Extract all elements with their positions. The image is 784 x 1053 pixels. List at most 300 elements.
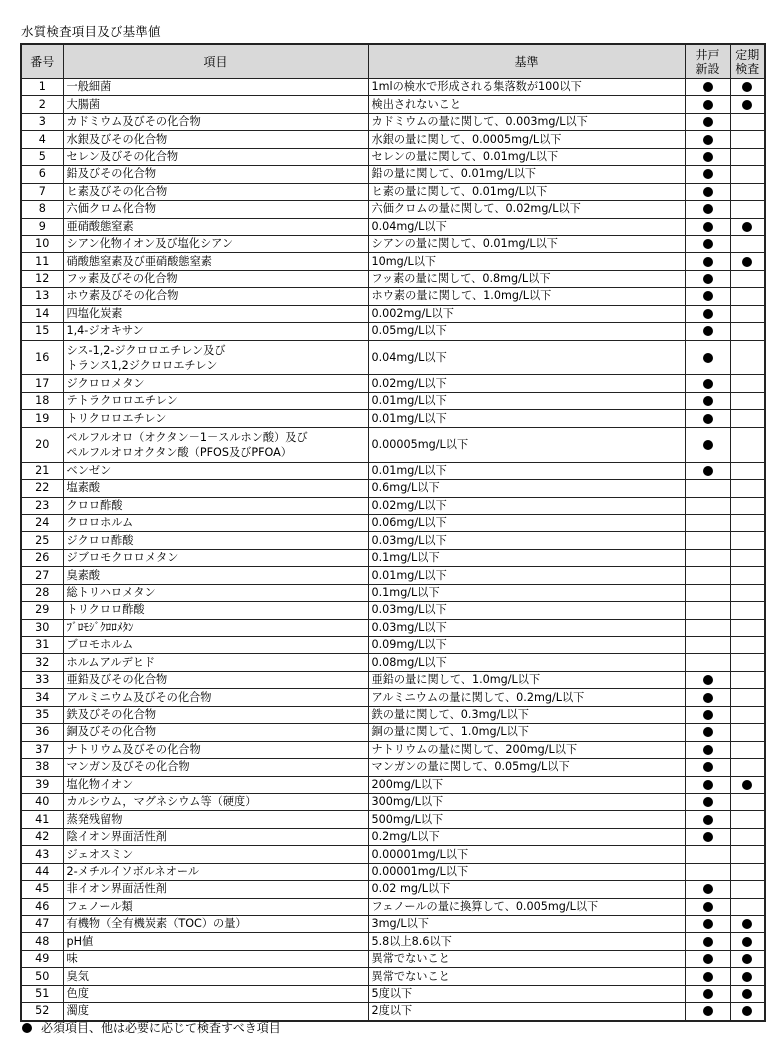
row-number: 14: [21, 305, 63, 322]
row-number: 26: [21, 549, 63, 566]
row-item: [63, 549, 368, 566]
table-row: [21, 811, 765, 828]
row-item-text: 塩素酸: [66, 481, 101, 495]
table-row: [21, 201, 765, 218]
row-periodic-mark: [730, 846, 765, 863]
row-standard: カドミウムの量に関して、0.003mg/L以下: [368, 113, 685, 130]
table-row: [21, 462, 765, 479]
required-mark-icon: [703, 815, 713, 825]
row-periodic-mark: [730, 410, 765, 427]
row-item-text: ナトリウム及びその化合物: [66, 742, 201, 756]
row-well-new-mark: [685, 916, 730, 933]
row-periodic-mark: [730, 96, 765, 113]
row-item-text: 六価クロム化合物: [66, 202, 157, 216]
row-standard: 0.01mg/L以下: [368, 567, 685, 584]
row-periodic-mark: [730, 985, 765, 1002]
row-well-new-mark: [685, 637, 730, 654]
row-periodic-mark: [730, 724, 765, 741]
row-number: 2: [21, 96, 63, 113]
row-standard: 0.02 mg/L以下: [368, 881, 685, 898]
row-standard: 亜鉛の量に関して、1.0mg/L以下: [368, 671, 685, 688]
required-mark-icon: [703, 379, 713, 389]
header-periodic: [730, 44, 765, 79]
row-number: 52: [21, 1003, 63, 1021]
row-number: 51: [21, 985, 63, 1002]
row-number: 21: [21, 462, 63, 479]
table-row: [21, 323, 765, 340]
required-mark-icon: [742, 82, 752, 92]
required-mark-icon: [703, 187, 713, 197]
row-periodic-mark: [730, 375, 765, 392]
row-number: 35: [21, 706, 63, 723]
row-well-new-mark: [685, 724, 730, 741]
row-standard: 1mlの検水で形成される集落数が100以下: [368, 79, 685, 96]
row-periodic-mark: [730, 288, 765, 305]
row-item-text: 水銀及びその化合物: [66, 132, 168, 146]
row-standard: 検出されないこと: [368, 96, 685, 113]
row-number: 6: [21, 166, 63, 183]
row-item-text: カルシウム，マグネシウム等（硬度）: [66, 795, 257, 809]
required-mark-icon: [703, 745, 713, 755]
row-standard: 0.01mg/L以下: [368, 410, 685, 427]
row-item-text: 2-メチルイソボルネオール: [66, 864, 200, 878]
row-periodic-mark: [730, 113, 765, 130]
required-mark-icon: [742, 100, 752, 110]
row-standard: 0.03mg/L以下: [368, 619, 685, 636]
row-well-new-mark: [685, 427, 730, 462]
row-standard: 200mg/L以下: [368, 776, 685, 793]
row-item-text: トリクロロエチレン: [66, 411, 167, 425]
row-item-text: 亜硝酸態窒素: [66, 219, 134, 233]
row-periodic-mark: [730, 567, 765, 584]
row-item: [63, 427, 368, 462]
row-number: 24: [21, 514, 63, 531]
row-item-text: 総トリハロメタン: [66, 585, 156, 599]
required-mark-icon: [703, 884, 713, 894]
row-number: 36: [21, 724, 63, 741]
row-item: [63, 392, 368, 409]
row-well-new-mark: [685, 985, 730, 1002]
row-standard: 0.02mg/L以下: [368, 375, 685, 392]
row-item-text-line2: トランス1,2ジクロロエチレン: [66, 358, 218, 372]
row-number: 47: [21, 916, 63, 933]
row-standard: 0.05mg/L以下: [368, 323, 685, 340]
row-standard: フェノールの量に換算して、0.005mg/L以下: [368, 898, 685, 915]
row-number: 15: [21, 323, 63, 340]
row-well-new-mark: [685, 183, 730, 200]
row-well-new-mark: [685, 79, 730, 96]
required-mark-icon: [703, 989, 713, 999]
row-item: [63, 201, 368, 218]
row-item: [63, 776, 368, 793]
row-number: 40: [21, 793, 63, 810]
row-standard: 0.6mg/L以下: [368, 480, 685, 497]
row-standard: 0.00005mg/L以下: [368, 427, 685, 462]
row-standard: 鉛の量に関して、0.01mg/L以下: [368, 166, 685, 183]
row-periodic-mark: [730, 340, 765, 375]
row-periodic-mark: [730, 79, 765, 96]
row-standard: 3mg/L以下: [368, 916, 685, 933]
row-periodic-mark: [730, 218, 765, 235]
required-mark-icon: [703, 100, 713, 110]
row-item-text: 硝酸態窒素及び亜硝酸態窒素: [66, 254, 212, 268]
row-item-text: 四塩化炭素: [66, 306, 123, 320]
required-mark-icon: [742, 222, 752, 232]
row-item: [63, 131, 368, 148]
row-well-new-mark: [685, 218, 730, 235]
row-standard: 0.00001mg/L以下: [368, 846, 685, 863]
required-mark-icon: [703, 239, 713, 249]
row-periodic-mark: [730, 497, 765, 514]
required-mark-icon: [703, 309, 713, 319]
row-standard: 0.03mg/L以下: [368, 532, 685, 549]
required-mark-icon: [742, 954, 752, 964]
required-mark-icon: [703, 466, 713, 476]
required-mark-icon: [703, 274, 713, 284]
row-item-text: 味: [66, 952, 78, 966]
row-well-new-mark: [685, 532, 730, 549]
row-number: 20: [21, 427, 63, 462]
row-item: [63, 759, 368, 776]
table-row: [21, 741, 765, 758]
table-row: [21, 166, 765, 183]
row-standard: ヒ素の量に関して、0.01mg/L以下: [368, 183, 685, 200]
row-item: [63, 148, 368, 165]
row-periodic-mark: [730, 166, 765, 183]
required-mark-icon: [22, 1023, 32, 1033]
footnote-text: 必須項目、他は必要に応じて検査すべき項目: [41, 1021, 281, 1035]
table-row: [21, 410, 765, 427]
row-number: 33: [21, 671, 63, 688]
row-standard: 0.06mg/L以下: [368, 514, 685, 531]
page-title: 水質検査項目及び基準値: [21, 24, 161, 39]
row-well-new-mark: [685, 323, 730, 340]
row-number: 28: [21, 584, 63, 601]
row-well-new-mark: [685, 619, 730, 636]
row-well-new-mark: [685, 96, 730, 113]
row-periodic-mark: [730, 671, 765, 688]
table-row: [21, 933, 765, 950]
row-periodic-mark: [730, 532, 765, 549]
table-row: [21, 427, 765, 462]
table-row: [21, 1003, 765, 1021]
row-periodic-mark: [730, 793, 765, 810]
row-item: [63, 724, 368, 741]
row-well-new-mark: [685, 654, 730, 671]
row-well-new-mark: [685, 392, 730, 409]
required-mark-icon: [703, 257, 713, 267]
row-periodic-mark: [730, 741, 765, 758]
row-item: [63, 462, 368, 479]
header-standard: 基準: [368, 44, 685, 79]
required-mark-icon: [703, 440, 713, 450]
row-number: 11: [21, 253, 63, 270]
row-periodic-mark: [730, 427, 765, 462]
row-number: 43: [21, 846, 63, 863]
row-periodic-mark: [730, 549, 765, 566]
table-row: [21, 549, 765, 566]
required-mark-icon: [742, 780, 752, 790]
row-item: [63, 375, 368, 392]
row-number: 42: [21, 828, 63, 845]
required-mark-icon: [703, 727, 713, 737]
row-well-new-mark: [685, 462, 730, 479]
table-row: [21, 235, 765, 252]
row-number: 22: [21, 480, 63, 497]
row-item: [63, 881, 368, 898]
row-well-new-mark: [685, 759, 730, 776]
row-periodic-mark: [730, 706, 765, 723]
required-mark-icon: [703, 902, 713, 912]
table-row: [21, 532, 765, 549]
row-well-new-mark: [685, 811, 730, 828]
required-mark-icon: [703, 675, 713, 685]
header-periodic-line2: 検査: [735, 61, 760, 76]
row-periodic-mark: [730, 933, 765, 950]
required-mark-icon: [703, 82, 713, 92]
row-item-text: 陰イオン界面活性剤: [66, 830, 167, 844]
row-periodic-mark: [730, 253, 765, 270]
row-item-text: ジクロロ酢酸: [66, 533, 134, 547]
row-standard: 0.1mg/L以下: [368, 549, 685, 566]
table-row: [21, 602, 765, 619]
row-item-text: テトラクロロエチレン: [66, 394, 178, 408]
row-item: [63, 235, 368, 252]
row-standard: 0.2mg/L以下: [368, 828, 685, 845]
row-item-text: シス-1,2-ジクロロエチレン及び: [66, 343, 226, 357]
row-periodic-mark: [730, 131, 765, 148]
table-row: [21, 253, 765, 270]
required-mark-icon: [703, 972, 713, 982]
row-item: [63, 305, 368, 322]
row-number: 16: [21, 340, 63, 375]
row-item-text: ベンゼン: [66, 463, 112, 477]
row-standard: ホウ素の量に関して、1.0mg/L以下: [368, 288, 685, 305]
row-well-new-mark: [685, 793, 730, 810]
row-well-new-mark: [685, 340, 730, 375]
required-mark-icon: [742, 937, 752, 947]
water-quality-table: [20, 43, 766, 1022]
required-mark-icon: [703, 797, 713, 807]
row-periodic-mark: [730, 828, 765, 845]
row-item-text: セレン及びその化合物: [66, 149, 179, 163]
row-item-text: トリクロロ酢酸: [66, 603, 145, 617]
table-row: [21, 514, 765, 531]
required-mark-icon: [703, 937, 713, 947]
row-item: [63, 79, 368, 96]
row-standard: 水銀の量に関して、0.0005mg/L以下: [368, 131, 685, 148]
table-row: [21, 79, 765, 96]
row-item: [63, 793, 368, 810]
table-row: [21, 584, 765, 601]
row-well-new-mark: [685, 898, 730, 915]
row-periodic-mark: [730, 759, 765, 776]
row-periodic-mark: [730, 480, 765, 497]
row-item-text: 銅及びその化合物: [66, 725, 157, 739]
table-row: [21, 619, 765, 636]
row-number: 1: [21, 79, 63, 96]
row-item: [63, 863, 368, 880]
row-well-new-mark: [685, 113, 730, 130]
row-item-text: 色度: [66, 987, 89, 1000]
row-item: [63, 270, 368, 287]
required-mark-icon: [703, 919, 713, 929]
row-standard: ナトリウムの量に関して、200mg/L以下: [368, 741, 685, 758]
row-periodic-mark: [730, 1003, 765, 1021]
required-mark-icon: [703, 1006, 713, 1016]
header-item: 項目: [63, 44, 368, 79]
row-standard: 異常でないこと: [368, 950, 685, 967]
row-item-text: ホルムアルデヒド: [66, 655, 156, 669]
row-standard: セレンの量に関して、0.01mg/L以下: [368, 148, 685, 165]
row-item-text: ペルフルオロ（オクタン－1－スルホン酸）及び: [66, 430, 308, 444]
row-item: [63, 950, 368, 967]
row-item: [63, 410, 368, 427]
row-periodic-mark: [730, 863, 765, 880]
required-mark-icon: [703, 710, 713, 720]
table-row: [21, 375, 765, 392]
row-item: [63, 846, 368, 863]
required-mark-icon: [703, 414, 713, 424]
row-well-new-mark: [685, 968, 730, 985]
row-number: 48: [21, 933, 63, 950]
table-row: [21, 183, 765, 200]
row-item-text: 大腸菌: [66, 97, 101, 111]
row-item-text: フェノール類: [66, 899, 133, 913]
row-number: 8: [21, 201, 63, 218]
row-well-new-mark: [685, 828, 730, 845]
required-mark-icon: [703, 353, 713, 363]
row-number: 45: [21, 881, 63, 898]
required-mark-icon: [742, 919, 752, 929]
row-number: 46: [21, 898, 63, 915]
row-item: [63, 985, 368, 1002]
table-row: [21, 654, 765, 671]
row-standard: 300mg/L以下: [368, 793, 685, 810]
row-item: [63, 898, 368, 915]
row-item-text: カドミウム及びその化合物: [66, 115, 201, 129]
table-row: [21, 148, 765, 165]
row-standard: 0.1mg/L以下: [368, 584, 685, 601]
row-standard: フッ素の量に関して、0.8mg/L以下: [368, 270, 685, 287]
row-number: 38: [21, 759, 63, 776]
row-well-new-mark: [685, 950, 730, 967]
row-item: [63, 480, 368, 497]
row-periodic-mark: [730, 619, 765, 636]
row-item-text: クロロ酢酸: [66, 498, 123, 512]
row-periodic-mark: [730, 235, 765, 252]
table-row: [21, 671, 765, 688]
row-number: 37: [21, 741, 63, 758]
row-item-text: 臭気: [66, 969, 89, 983]
required-mark-icon: [742, 989, 752, 999]
row-item: [63, 497, 368, 514]
row-periodic-mark: [730, 881, 765, 898]
table-row: [21, 305, 765, 322]
table-row: [21, 846, 765, 863]
row-periodic-mark: [730, 148, 765, 165]
row-periodic-mark: [730, 584, 765, 601]
row-item-text: 非イオン界面活性剤: [66, 882, 167, 896]
row-number: 29: [21, 602, 63, 619]
table-row: [21, 898, 765, 915]
required-mark-icon: [703, 832, 713, 842]
row-periodic-mark: [730, 811, 765, 828]
row-number: 23: [21, 497, 63, 514]
row-item-text: 鉛及びその化合物: [66, 167, 157, 181]
header-well-new-line2: 新設: [695, 61, 720, 76]
row-item-text: マンガン及びその化合物: [66, 760, 190, 774]
table-row: [21, 776, 765, 793]
row-well-new-mark: [685, 846, 730, 863]
row-standard: 0.04mg/L以下: [368, 340, 685, 375]
row-item: [63, 933, 368, 950]
header-well-new-line1: 井戸: [695, 47, 720, 62]
table-row: [21, 131, 765, 148]
table-body: [21, 79, 765, 1021]
header-well-new: [685, 44, 730, 79]
required-mark-icon: [703, 152, 713, 162]
table-row: [21, 759, 765, 776]
row-number: 25: [21, 532, 63, 549]
row-item-text: 1,4-ジオキサン: [66, 324, 144, 338]
row-well-new-mark: [685, 148, 730, 165]
row-well-new-mark: [685, 549, 730, 566]
table-row: [21, 863, 765, 880]
row-standard: 0.09mg/L以下: [368, 637, 685, 654]
row-item: [63, 602, 368, 619]
row-well-new-mark: [685, 375, 730, 392]
row-item: [63, 654, 368, 671]
row-item: [63, 1003, 368, 1021]
row-standard: シアンの量に関して、0.01mg/L以下: [368, 235, 685, 252]
table-row: [21, 270, 765, 287]
table-row: [21, 724, 765, 741]
row-well-new-mark: [685, 288, 730, 305]
table-row: [21, 340, 765, 375]
row-well-new-mark: [685, 480, 730, 497]
header-periodic-line1: 定期: [735, 47, 760, 62]
row-well-new-mark: [685, 235, 730, 252]
row-item: [63, 96, 368, 113]
row-item: [63, 706, 368, 723]
row-item: [63, 166, 368, 183]
row-periodic-mark: [730, 968, 765, 985]
row-item: [63, 340, 368, 375]
row-item-text: クロロホルム: [66, 516, 134, 530]
row-periodic-mark: [730, 776, 765, 793]
row-item: [63, 323, 368, 340]
row-item: [63, 811, 368, 828]
row-well-new-mark: [685, 584, 730, 601]
table-row: [21, 113, 765, 130]
row-standard: 0.00001mg/L以下: [368, 863, 685, 880]
row-item: [63, 689, 368, 706]
table-row: [21, 916, 765, 933]
row-item-text: 臭素酸: [66, 568, 101, 582]
required-mark-icon: [703, 204, 713, 214]
row-number: 34: [21, 689, 63, 706]
table-row: [21, 637, 765, 654]
row-item-text: ブロモホルム: [66, 638, 134, 652]
row-standard: マンガンの量に関して、0.05mg/L以下: [368, 759, 685, 776]
row-periodic-mark: [730, 305, 765, 322]
row-well-new-mark: [685, 671, 730, 688]
required-mark-icon: [703, 135, 713, 145]
row-well-new-mark: [685, 863, 730, 880]
row-standard: 0.01mg/L以下: [368, 462, 685, 479]
row-standard: 2度以下: [368, 1003, 685, 1021]
